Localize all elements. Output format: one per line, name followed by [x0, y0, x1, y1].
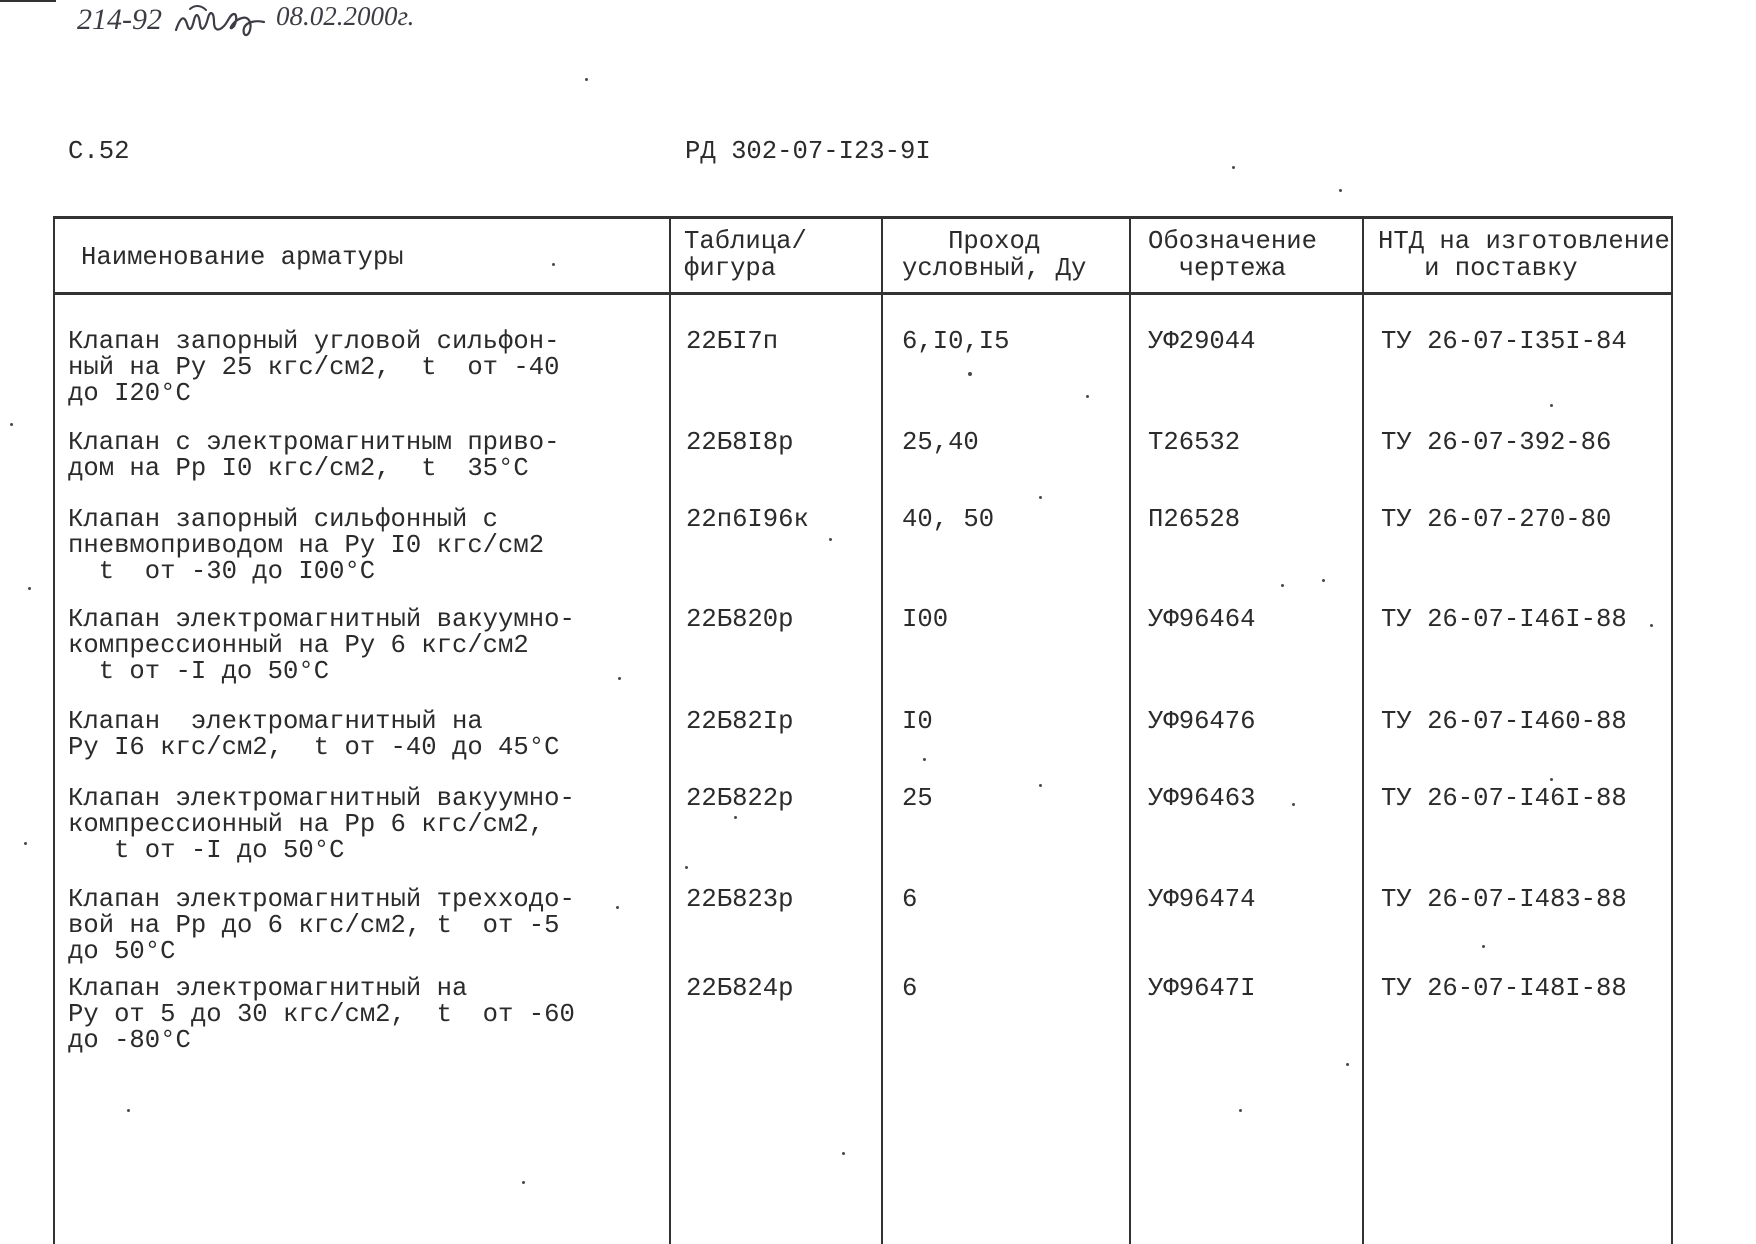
- drawing-cell: [1148, 976, 1256, 1002]
- scan-speck: [618, 677, 621, 680]
- figure-code: 22Б82Iр: [686, 707, 794, 736]
- valve-name-line: до -80°C: [68, 1026, 191, 1055]
- table-row: [0, 709, 1756, 789]
- nominal-bore-value: 25,40: [902, 428, 979, 457]
- drawing-number: УФ96474: [1148, 885, 1256, 914]
- valve-name-line: Ру от 5 до 30 кгс/см2, t от -60: [68, 1000, 575, 1029]
- valve-name-line: до I20°C: [68, 379, 191, 408]
- drawing-number: УФ96476: [1148, 707, 1256, 736]
- scan-speck: [734, 816, 737, 819]
- figure-cell: [686, 887, 794, 913]
- scan-speck: [28, 587, 31, 590]
- drawing-number: УФ9647I: [1148, 974, 1256, 1003]
- drawing-number: УФ29044: [1148, 327, 1256, 356]
- document-code: РД 302-07-I23-9I: [685, 137, 931, 166]
- column-header-drawing: [1148, 228, 1317, 282]
- table-row: [0, 507, 1756, 587]
- figure-code: 22Б824р: [686, 974, 794, 1003]
- scan-speck: [1346, 1063, 1349, 1066]
- nominal-bore-cell: [902, 430, 979, 456]
- valve-name-cell: [68, 976, 575, 1054]
- figure-code: 22Б822р: [686, 784, 794, 813]
- drawing-cell: [1148, 786, 1256, 812]
- column-header-nominal-bore: [902, 228, 1086, 282]
- valve-name-line: ный на Ру 25 кгс/см2, t от -40: [68, 353, 560, 382]
- scan-speck: [10, 423, 13, 426]
- valve-name-line: Клапан запорный сильфонный с: [68, 505, 499, 534]
- scan-speck: [1550, 778, 1553, 781]
- nominal-bore-value: 40, 50: [902, 505, 995, 534]
- valve-name-cell: [68, 709, 559, 761]
- valve-name-line: Клапан электромагнитный вакуумно-: [68, 784, 575, 813]
- valve-name-cell: [68, 887, 575, 965]
- valve-name-line: дом на Рр I0 кгс/см2, t 35°C: [68, 454, 529, 483]
- nominal-bore-cell: [902, 329, 1010, 355]
- ntd-reference: ТУ 26-07-I46I-88: [1381, 784, 1627, 813]
- scan-speck: [127, 1109, 130, 1112]
- handwritten-date: 08.02.2000г.: [276, 1, 415, 31]
- column-header-nominal-bore-line: условный, Ду: [902, 254, 1087, 283]
- ntd-reference: ТУ 26-07-I483-88: [1381, 885, 1627, 914]
- valve-name-cell: [68, 430, 559, 482]
- figure-cell: [686, 507, 809, 533]
- column-header-figure-line: Таблица/: [684, 227, 807, 256]
- figure-cell: [686, 430, 794, 456]
- nominal-bore-cell: [902, 887, 917, 913]
- ntd-reference: ТУ 26-07-I46I-88: [1381, 605, 1627, 634]
- table-row: [0, 786, 1756, 866]
- valve-name-line: t от -I до 50°C: [98, 657, 330, 686]
- scan-speck: [829, 538, 832, 541]
- valve-name-line: Клапан электромагнитный трехходо-: [68, 885, 575, 914]
- scan-speck: [552, 263, 555, 266]
- column-header-ntd-line: НТД на изготовление: [1378, 227, 1670, 256]
- nominal-bore-value: I00: [902, 605, 949, 634]
- figure-code: 22Б823р: [686, 885, 794, 914]
- drawing-cell: [1148, 887, 1256, 913]
- nominal-bore-value: 6: [902, 974, 918, 1003]
- scan-speck: [1281, 584, 1284, 587]
- valve-name-cell: [68, 607, 575, 685]
- scan-speck: [1292, 803, 1295, 806]
- ntd-reference: ТУ 26-07-270-80: [1381, 505, 1612, 534]
- valve-name-line: Клапан электромагнитный на: [68, 707, 483, 736]
- valve-name-cell: [68, 329, 559, 407]
- signature-scribble: [172, 0, 272, 44]
- scan-speck: [616, 906, 619, 909]
- valve-name-cell: [68, 786, 575, 864]
- figure-code: 22Б820р: [686, 605, 794, 634]
- valve-name-line: вой на Рр до 6 кгс/см2, t от -5: [68, 911, 560, 940]
- drawing-cell: [1148, 507, 1240, 533]
- nominal-bore-cell: [902, 786, 933, 812]
- ntd-cell: [1381, 507, 1611, 533]
- nominal-bore-value: 6: [902, 885, 918, 914]
- scan-edge-mark: [0, 0, 56, 2]
- scan-speck: [522, 1181, 525, 1184]
- table-row: [0, 976, 1756, 1056]
- scan-speck: [1086, 395, 1089, 398]
- valve-name-line: компрессионный на Ру 6 кгс/см2: [68, 631, 529, 660]
- scan-speck: [1550, 404, 1553, 407]
- valve-name-line: компрессионный на Рр 6 кгс/см2,: [68, 810, 545, 839]
- ntd-cell: [1381, 607, 1627, 633]
- handwritten-reg-number: 214-92: [77, 3, 162, 36]
- figure-cell: [686, 607, 794, 633]
- scan-speck: [1339, 189, 1342, 192]
- ntd-cell: [1381, 786, 1627, 812]
- nominal-bore-value: 6,I0,I5: [902, 327, 1010, 356]
- ntd-reference: ТУ 26-07-I35I-84: [1381, 327, 1627, 356]
- valve-name-line: Ру I6 кгс/см2, t от -40 до 45°C: [68, 733, 560, 762]
- nominal-bore-cell: [902, 709, 933, 735]
- valve-name-line: Клапан электромагнитный вакуумно-: [68, 605, 575, 634]
- scan-speck: [24, 842, 27, 845]
- figure-cell: [686, 709, 794, 735]
- drawing-number: П26528: [1148, 505, 1241, 534]
- nominal-bore-value: I0: [902, 707, 933, 736]
- figure-code: 22БI7п: [686, 327, 779, 356]
- scan-speck: [1239, 1109, 1242, 1112]
- column-header-figure-line: фигура: [684, 254, 777, 283]
- ntd-reference: ТУ 26-07-I48I-88: [1381, 974, 1627, 1003]
- nominal-bore-cell: [902, 976, 917, 1002]
- page-number: С.52: [68, 137, 130, 166]
- scan-speck: [923, 758, 926, 761]
- ntd-reference: ТУ 26-07-I460-88: [1381, 707, 1627, 736]
- table-header: [0, 228, 1756, 288]
- scan-speck: [1039, 784, 1042, 787]
- nominal-bore-cell: [902, 507, 994, 533]
- table-row: [0, 430, 1756, 510]
- drawing-cell: [1148, 607, 1256, 633]
- table-row: [0, 607, 1756, 687]
- valve-name-cell: [68, 507, 544, 585]
- figure-cell: [686, 976, 794, 1002]
- drawing-cell: [1148, 709, 1256, 735]
- ntd-cell: [1381, 976, 1627, 1002]
- scan-speck: [585, 78, 588, 81]
- drawing-number: УФ96463: [1148, 784, 1256, 813]
- valve-name-line: Клапан электромагнитный на: [68, 974, 468, 1003]
- column-header-drawing-line: Обозначение: [1148, 227, 1317, 256]
- drawing-cell: [1148, 430, 1240, 456]
- column-header-drawing-line: чертежа: [1178, 254, 1287, 283]
- valve-name-line: Клапан с электромагнитным приво-: [68, 428, 560, 457]
- nominal-bore-value: 25: [902, 784, 933, 813]
- scan-speck: [842, 1152, 845, 1155]
- valve-name-line: t от -I до 50°C: [114, 836, 345, 865]
- valve-name-line: пневмоприводом на Ру I0 кгс/см2: [68, 531, 545, 560]
- scan-speck: [1039, 496, 1042, 499]
- scan-speck: [685, 866, 688, 869]
- valve-name-line: Клапан запорный угловой сильфон-: [68, 327, 560, 356]
- figure-code: 22п6I96к: [686, 505, 809, 534]
- scan-speck: [1322, 579, 1325, 582]
- valve-name-line: t от -30 до I00°C: [98, 557, 376, 586]
- table-row: [0, 887, 1756, 967]
- valve-name-line: до 50°C: [68, 937, 176, 966]
- scan-speck: [1650, 624, 1653, 627]
- table-top-border: [53, 216, 1673, 219]
- drawing-number: Т26532: [1148, 428, 1241, 457]
- column-header-nominal-bore-line: Проход: [948, 227, 1041, 256]
- drawing-number: УФ96464: [1148, 605, 1256, 634]
- ntd-cell: [1381, 887, 1627, 913]
- column-header-figure: [684, 228, 807, 282]
- column-header-name: [81, 244, 404, 271]
- ntd-cell: [1381, 709, 1627, 735]
- scan-speck: [968, 372, 972, 376]
- table-row: [0, 329, 1756, 409]
- column-header-name-line: Наименование арматуры: [81, 243, 404, 272]
- figure-cell: [686, 329, 778, 355]
- ntd-cell: [1381, 430, 1611, 456]
- scan-speck: [1482, 945, 1485, 948]
- drawing-cell: [1148, 329, 1256, 355]
- figure-cell: [686, 786, 794, 812]
- ntd-reference: ТУ 26-07-392-86: [1381, 428, 1612, 457]
- table-header-bottom-border: [53, 292, 1673, 295]
- ntd-cell: [1381, 329, 1627, 355]
- figure-code: 22Б8I8р: [686, 428, 794, 457]
- nominal-bore-cell: [902, 607, 948, 633]
- column-header-ntd-line: и поставку: [1424, 254, 1578, 283]
- scan-speck: [1232, 166, 1235, 169]
- column-header-ntd: [1378, 228, 1670, 282]
